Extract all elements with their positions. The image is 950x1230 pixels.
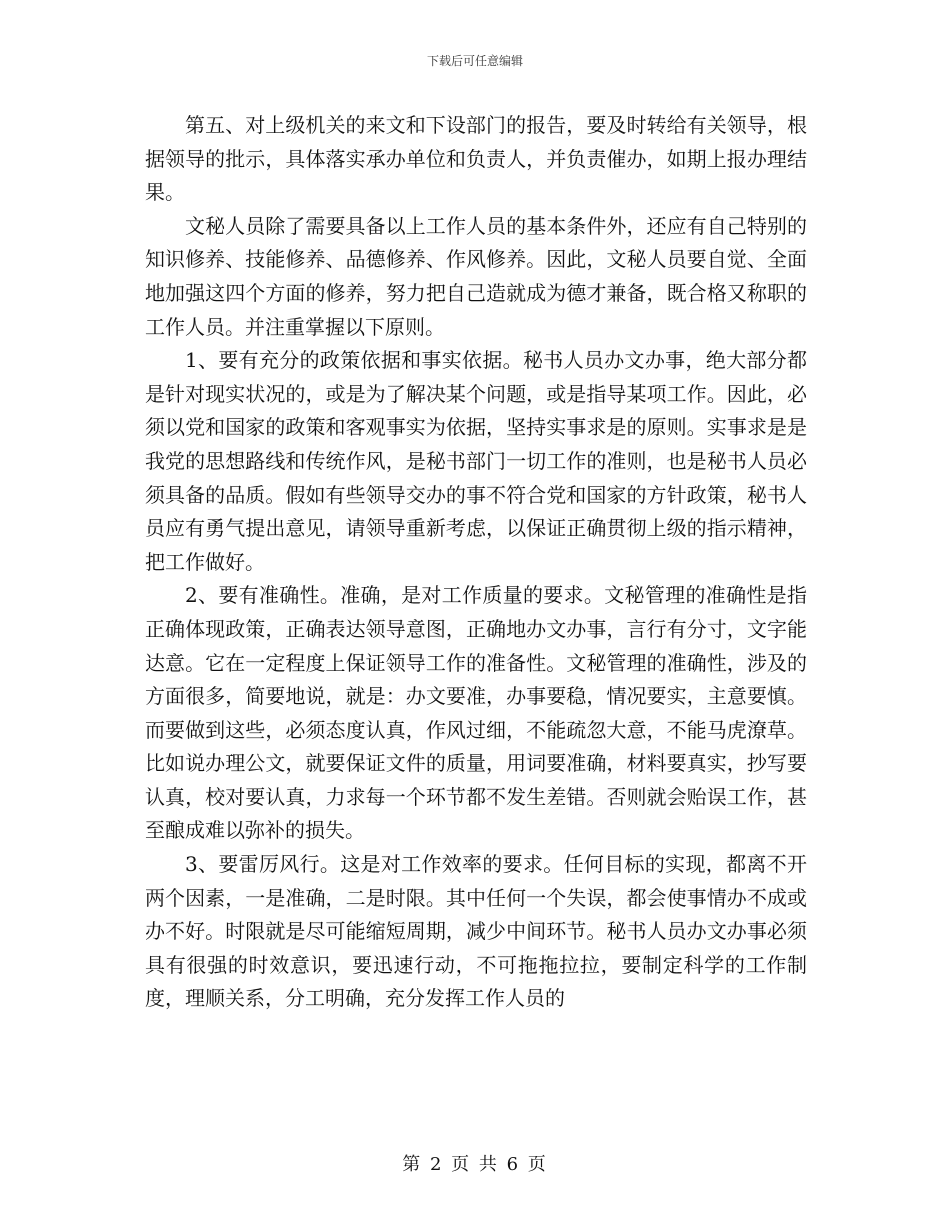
paragraph-principle-2: 2、要有准确性。准确，是对工作质量的要求。文秘管理的准确性是指正确体现政策，正确表达领导意图，正确地办文办事，言行有分寸，文字能达意。它在一定程度上保证领导工作的准备性。文秘管理的准确性，涉及的方面很多，简要地说，就是：办文要准，办事要稳，情况要实，主意要慎。而要做到这些，必须态度认真，作风过细，不能疏忽大意，不能马虎潦草。比如说办理公文，就要保证文件的质量，用词要准确，材料要真实，抄写要认真，校对要认真，力求每一个环节都不发生差错。否则就会贻误工作，甚至酿成难以弥补的损失。 [145, 583, 807, 843]
paragraph-principle-1: 1、要有充分的政策依据和事实依据。秘书人员办文办事，绝大部分都是针对现实状况的，或是为了解决某个问题，或是指导某项工作。因此，必须以党和国家的政策和客观事实为依据，坚持实事求是的原则。实事求是是我党的思想路线和传统作风，是秘书部门一切工作的准则，也是秘书人员必须具备的品质。假如有些领导交办的事不符合党和国家的方针政策，秘书人员应有勇气提出意见，请领导重新考虑，以保证正确贯彻上级的指示精神，把工作做好。 [145, 348, 807, 574]
paragraph-secretary-requirements: 文秘人员除了需要具备以上工作人员的基本条件外，还应有自己特别的知识修养、技能修养、品德修养、作风修养。因此，文秘人员要自觉、全面地加强这四个方面的修养，努力把自己造就成为德才兼备，既合格又称职的工作人员。并注重掌握以下原则。 [145, 213, 807, 339]
page-header: 下载后可任意编辑 [426, 54, 523, 68]
paragraph-item-5: 第五、对上级机关的来文和下设部门的报告，要及时转给有关领导，根据领导的批示，具体落实承办单位和负责人，并负责催办，如期上报办理结果。 [145, 113, 807, 205]
paragraph-principle-3: 3、要雷厉风行。这是对工作效率的要求。任何目标的实现，都离不开两个因素，一是准确，二是时限。其中任何一个失误，都会使事情办不成或办不好。时限就是尽可能缩短周期，减少中间环节。秘书人员办文办事必须具有很强的时效意识，要迅速行动，不可拖拖拉拉，要制定科学的工作制度，理顺关系，分工明确，充分发挥工作人员的 [145, 852, 807, 1011]
page-footer: 第 2 页 共 6 页 [402, 1154, 548, 1175]
document-body [145, 109, 807, 1016]
